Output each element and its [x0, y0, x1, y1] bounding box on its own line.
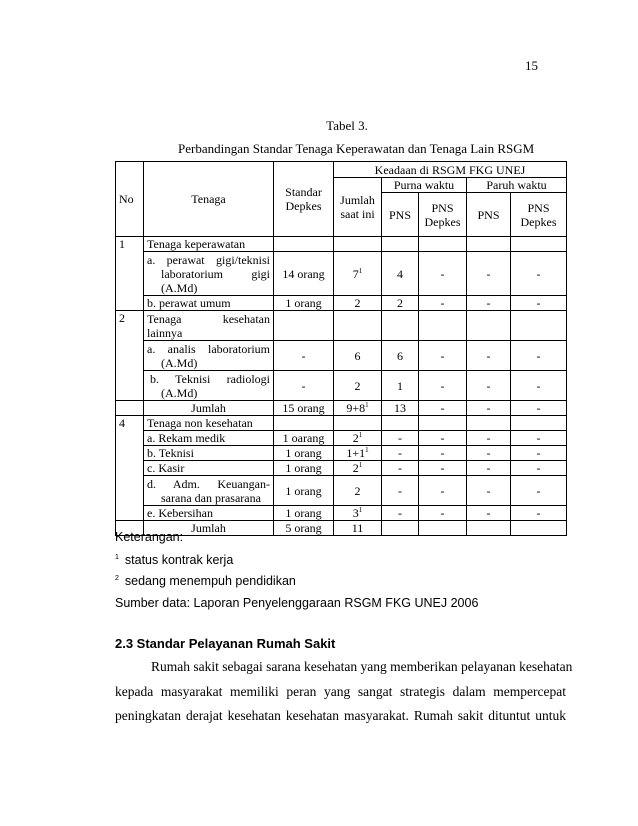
- row-label: Jumlah: [144, 401, 274, 416]
- cell-standar: 1 orang: [274, 506, 334, 521]
- footnote-2: [115, 574, 296, 588]
- row-label: b. Teknisi: [144, 446, 274, 461]
- row-label: [144, 341, 274, 371]
- table-total-row: [116, 521, 567, 536]
- cell-pns: -: [382, 506, 419, 521]
- footnote-marker: 2: [115, 574, 119, 582]
- cell-jumlah: 2: [334, 296, 382, 311]
- header-standar-depkes: [274, 162, 334, 237]
- cell-pns-depkes: -: [419, 341, 467, 371]
- cell-pns-depkes: -: [419, 461, 467, 476]
- cell-footnote: 1: [358, 461, 363, 469]
- header-pns-depkes-line1: PNS: [431, 200, 454, 215]
- header-standar-line2: Depkes: [285, 199, 322, 213]
- row-label: a. Rekam medik: [144, 431, 274, 446]
- cell-jumlah: 2: [334, 476, 382, 506]
- cell-value: 3: [352, 506, 359, 520]
- cell-pns-depkes: -: [419, 252, 467, 296]
- cell-footnote: 1: [358, 266, 363, 275]
- cell-pns: -: [382, 461, 419, 476]
- cell-standar: 1 orang: [274, 476, 334, 506]
- table-row: [116, 506, 567, 521]
- cell-jumlah: 6: [334, 341, 382, 371]
- header-pns-depkes: [419, 193, 467, 237]
- cell-pns: -: [467, 431, 511, 446]
- table-title: Tabel 3.: [326, 118, 368, 133]
- cell-pns: -: [467, 296, 511, 311]
- header-pns-depkes-line2: Depkes: [520, 214, 557, 229]
- cell-jumlah: 11: [334, 521, 382, 536]
- cell-footnote: 1: [358, 431, 363, 439]
- row-label-line: a. perawat gigi/teknisi: [147, 252, 270, 267]
- footnote-text: sedang menempuh pendidikan: [124, 574, 296, 588]
- header-paruh-waktu: Paruh waktu: [467, 178, 567, 193]
- paragraph-line: Rumah sakit sebagai sarana kesehatan yang memberikan pelayanan kesehatan: [151, 659, 573, 674]
- cell-pns: -: [467, 341, 511, 371]
- row-label: [144, 252, 274, 296]
- paragraph-line: peningkatan derajat kesehatan kesehatan masyarakat. Rumah sakit dituntut untuk: [115, 708, 566, 723]
- row-no: 4: [116, 416, 144, 431]
- table-row: [116, 431, 567, 446]
- row-label: Jumlah: [144, 521, 274, 536]
- row-label-line: lainnya: [147, 325, 183, 340]
- row-label: [144, 476, 274, 506]
- cell-pns-depkes: -: [419, 431, 467, 446]
- header-pns: PNS: [382, 193, 419, 237]
- header-jumlah-line2: saat ini: [340, 207, 375, 221]
- row-no: 1: [116, 237, 144, 252]
- table-row: [116, 461, 567, 476]
- row-label: c. Kasir: [144, 461, 274, 476]
- footnote-text: status kontrak kerja: [124, 553, 234, 567]
- cell-pns-depkes: -: [419, 446, 467, 461]
- cell-standar: 1 orang: [274, 296, 334, 311]
- cell-pns-depkes: -: [511, 296, 567, 311]
- row-label: [144, 371, 274, 401]
- cell-pns: 4: [382, 252, 419, 296]
- header-purna-waktu: Purna waktu: [382, 178, 467, 193]
- header-jumlah-line1: Jumlah: [340, 193, 375, 207]
- cell-standar: 1 orang: [274, 446, 334, 461]
- cell-pns: 13: [382, 401, 419, 416]
- table-row: [116, 296, 567, 311]
- cell-pns: -: [467, 252, 511, 296]
- row-no: 2: [116, 311, 144, 341]
- cell-pns-depkes: -: [511, 252, 567, 296]
- cell-pns: -: [467, 446, 511, 461]
- row-label-line: a. analis laboratorium: [147, 341, 270, 356]
- cell-pns-depkes: -: [511, 431, 567, 446]
- cell-value: 7: [352, 266, 359, 281]
- cell-pns: -: [467, 401, 511, 416]
- cell-standar: -: [274, 371, 334, 401]
- footnote-1: [115, 553, 233, 567]
- cell-jumlah: [334, 431, 382, 446]
- header-pns: PNS: [467, 193, 511, 237]
- cell-pns-depkes: -: [419, 296, 467, 311]
- cell-footnote: 1: [365, 401, 369, 409]
- cell-pns-depkes: -: [511, 506, 567, 521]
- cell-pns: -: [467, 476, 511, 506]
- cell-pns-depkes: -: [419, 506, 467, 521]
- cell-pns-depkes: -: [419, 401, 467, 416]
- table-row: [116, 252, 567, 296]
- row-label-line: b. Teknisi radiologi: [150, 371, 270, 386]
- notes-label: Keterangan:: [115, 530, 184, 544]
- header-standar-line1: Standar: [285, 185, 322, 199]
- row-label: [144, 311, 274, 341]
- cell-value: 2: [352, 431, 359, 445]
- cell-jumlah: [334, 401, 382, 416]
- table-row: [116, 311, 567, 341]
- cell-pns-depkes: -: [511, 446, 567, 461]
- cell-pns: -: [382, 446, 419, 461]
- cell-jumlah: [334, 252, 382, 296]
- cell-pns-depkes: -: [511, 341, 567, 371]
- cell-footnote: 1: [365, 446, 369, 454]
- row-label-line: (A.Md): [161, 355, 198, 370]
- cell-footnote: 1: [358, 506, 363, 514]
- cell-jumlah: 2: [334, 371, 382, 401]
- row-label-line: (A.Md): [161, 385, 198, 400]
- cell-pns: -: [467, 461, 511, 476]
- cell-standar: 1 orang: [274, 461, 334, 476]
- row-label-line: Tenaga kesehatan: [147, 311, 270, 326]
- section-heading: 2.3 Standar Pelayanan Rumah Sakit: [115, 636, 336, 651]
- data-source: Sumber data: Laporan Penyelenggaraan RSGM FKG UNEJ 2006: [115, 596, 479, 610]
- cell-value: 9+8: [346, 401, 366, 415]
- cell-pns-depkes: -: [511, 461, 567, 476]
- cell-pns: 2: [382, 296, 419, 311]
- table-row: [116, 416, 567, 431]
- cell-pns-depkes: -: [419, 476, 467, 506]
- table-row: [116, 371, 567, 401]
- header-jumlah-saat-ini: [334, 178, 382, 237]
- row-label: Tenaga keperawatan: [144, 237, 274, 252]
- cell-pns: 1: [382, 371, 419, 401]
- header-no: No: [116, 162, 144, 237]
- cell-pns: -: [382, 431, 419, 446]
- table-row: [116, 341, 567, 371]
- table-header-row: [116, 162, 567, 178]
- row-label-line: d. Adm. Keuangan-: [147, 476, 270, 491]
- table-subtitle: Perbandingan Standar Tenaga Keperawatan dan Tenaga Lain RSGM: [178, 141, 535, 156]
- row-label: e. Kebersihan: [144, 506, 274, 521]
- cell-jumlah: [334, 461, 382, 476]
- cell-standar: 5 orang: [274, 521, 334, 536]
- row-label-line: laboratorium gigi: [161, 266, 270, 281]
- cell-value: 1+1: [346, 446, 366, 460]
- section-paragraph: [115, 655, 573, 729]
- cell-pns-depkes: -: [511, 401, 567, 416]
- header-pns-depkes: [511, 193, 567, 237]
- row-label: b. perawat umum: [144, 296, 274, 311]
- header-pns-depkes-line1: PNS: [527, 200, 550, 215]
- header-pns-depkes-line2: Depkes: [424, 214, 461, 229]
- header-keadaan: Keadaan di RSGM FKG UNEJ: [334, 162, 567, 178]
- cell-pns: 6: [382, 341, 419, 371]
- cell-pns: -: [467, 371, 511, 401]
- row-label-line: (A.Md): [161, 280, 198, 295]
- cell-pns-depkes: -: [419, 371, 467, 401]
- cell-value: 2: [352, 461, 359, 475]
- table-row: [116, 476, 567, 506]
- row-label-line: sarana dan prasarana: [161, 490, 261, 505]
- cell-pns: -: [382, 476, 419, 506]
- cell-standar: 14 orang: [274, 252, 334, 296]
- table-row: [116, 237, 567, 252]
- table-total-row: [116, 401, 567, 416]
- header-tenaga: Tenaga: [144, 162, 274, 237]
- paragraph-line: kepada masyarakat memiliki peran yang sangat strategis dalam mempercepat: [115, 683, 566, 699]
- cell-pns: -: [467, 506, 511, 521]
- row-label: Tenaga non kesehatan: [144, 416, 274, 431]
- cell-pns-depkes: -: [511, 476, 567, 506]
- cell-standar: 1 oarang: [274, 431, 334, 446]
- cell-jumlah: [334, 506, 382, 521]
- table-row: [116, 446, 567, 461]
- cell-standar: -: [274, 341, 334, 371]
- cell-standar: 15 orang: [274, 401, 334, 416]
- staffing-table: [115, 161, 567, 536]
- cell-pns-depkes: -: [511, 371, 567, 401]
- page-number: 15: [525, 58, 538, 73]
- footnote-marker: 1: [115, 553, 119, 561]
- cell-jumlah: [334, 446, 382, 461]
